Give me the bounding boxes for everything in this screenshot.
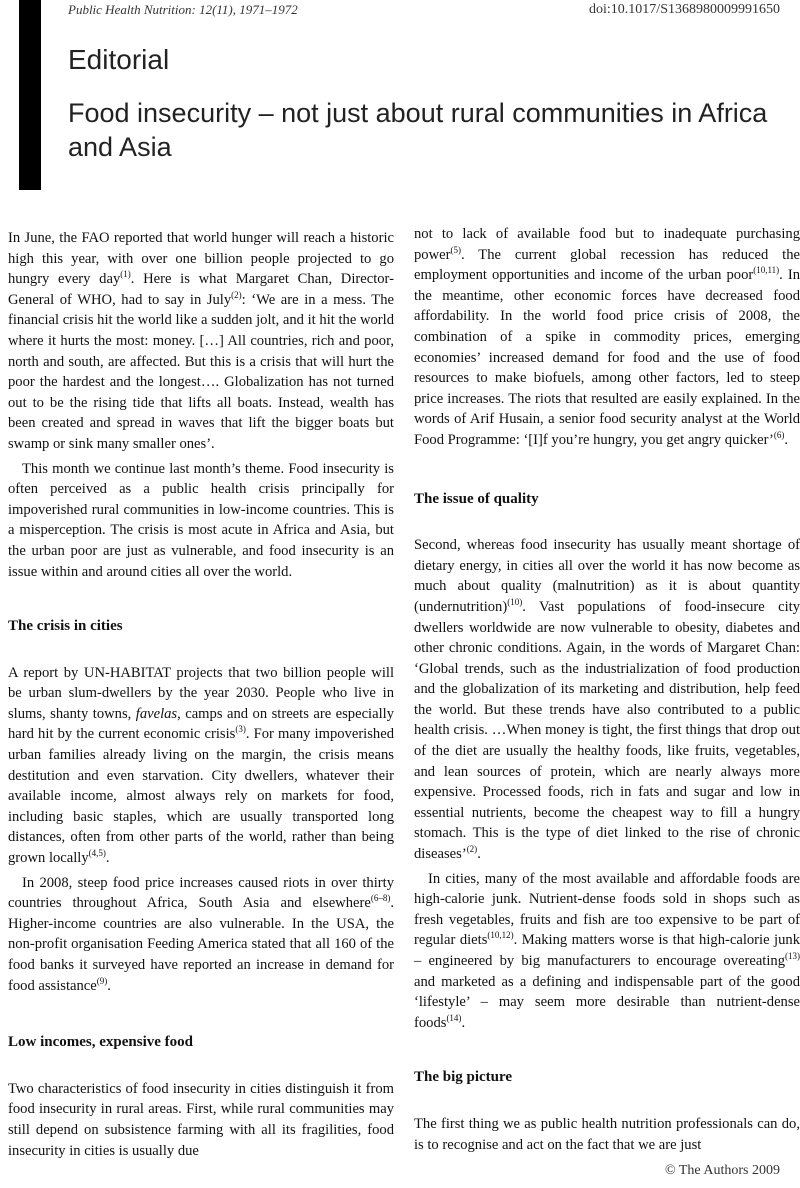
paragraph: A report by UN-HABITAT projects that two billion people will be urban slum-dwellers by the year 2030. People who live in slums, shanty towns, favelas, camps and on streets are especially hard hit by the current economic crisis$^{(3)}$. For many impoverished urban families already living on the margin, the crisis means destitution and even starvation. City dwellers, whatever their available income, almost always rely on markets for food, including basic staples, which are usually transported long distances, often from other parts of the world, rather than being grown locally$^{(4,5)}$. xyxy=(8,664,394,867)
copyright: © The Authors 2009 xyxy=(665,1163,780,1178)
journal-citation: Public Health Nutrition: 12(11), 1971–1972 xyxy=(68,2,298,17)
doi: doi:10.1017/S1368980009991650 xyxy=(589,2,780,17)
section-heading: The crisis in cities xyxy=(8,618,123,635)
paragraph: not to lack of available food but to inadequate purchasing power$^{(5)}$. The current global recession has reduced the employment opportunities and income of the urban poor$^{(10,11)}$. In the meantime, other economic forces have decreased food affordability. In the world food price crisis of 2008, the combination of a spike in commodity prices, emerging economies’ increased demand for food and the use of food resources to make biofuels, among other factors, led to steep price increases. The riots that resulted are easily explained. In the words of Arif Husain, a senior food security analyst at the World Food Programme: ‘[I]f you’re hungry, you get angry quicker’$^{(6)}$. xyxy=(414,226,800,448)
paragraph: Second, whereas food insecurity has usually meant shortage of dietary energy, in cities all over the world it has now become as much about quality (malnutrition) as it is about quantity (undernutrition)$^{(10)}$. Vast populations of food-insecure city dwellers worldwide are now vulnerable to obesity, diabetes and other chronic conditions. Again, in the words of Margaret Chan: ‘Global trends, such as the industrialization of food production and the globalization of its marketing and distribution, help feed the world. But these trends have also contributed to a public health crisis. …When money is tight, the first things that drop out of the diet are usually the healthy foods, like fruits, vegetables, and lean sources of protein, which are nearly always more expensive. Processed foods, rich in fats and sugar and low in essential nutrients, become the cheapest way to fill a hungry stomach. This is the type of diet linked to the rise of chronic diseases’$^{(2)}$. xyxy=(414,537,800,863)
paragraph: Two characteristics of food insecurity in cities distinguish it from food insecurity in rural areas. First, while rural communities may still depend on subsistence farming with all its fragilities, food insecurity in cities is usually due xyxy=(8,1080,394,1159)
paragraph: In June, the FAO reported that world hunger will reach a historic high this year, with over one billion people projected to go hungry every day$^{(1)}$. Here is what Margaret Chan, Director-General of WHO, had to say in July$^{(2)}$: ‘We are in a mess. The financial crisis hit the world like a sudden jolt, and it hit the world where it hurts the most: money. […] All countries, rich and poor, north and south, are affected. But this is a crisis that will hurt the poor the hardest and the longest…. Globalization has not turned out to be the rising tide that lifts all boats. Instead, wealth has been created and spread in waves that lift the bigger boats but swamp or sink many smaller ones’. xyxy=(8,230,395,452)
section-heading: The issue of quality xyxy=(414,490,539,507)
section-heading: The big picture xyxy=(414,1069,513,1086)
paragraph: In 2008, steep food price increases caused riots in over thirty countries throughout Africa, South Asia and elsewhere$^{(6-8)}$. Higher-income countries are also vulnerable. In the USA, the non-profit organisation Feeding America stated that all 160 of the food banks it surveyed have reported an increase in demand for food assistance$^{(9)}$. xyxy=(8,874,394,994)
article-title: Food insecurity – not just about rural communities in Africa and Asia xyxy=(68,98,768,162)
paragraph: The first thing we as public health nutrition professionals can do, is to recognise and act on the fact that we are just xyxy=(414,1115,800,1153)
left-column xyxy=(8,228,394,1161)
editorial-bar xyxy=(19,0,41,190)
paragraph: This month we continue last month’s theme. Food insecurity is often perceived as a public health crisis principally for impoverished rural communities in low-income countries. This is a misperception. The crisis is most acute in Africa and Asia, but the urban poor are just as vulnerable, and food insecurity is an issue within and around cities all over the world. xyxy=(8,460,394,580)
section-heading: Low incomes, expensive food xyxy=(8,1034,193,1051)
paragraph: In cities, many of the most available and affordable foods are high-calorie junk. Nutrient-dense foods sold in shops such as fresh vegetables, fruits and fish are too expensive to be part of regular diets$^{(10,12)}$. Making matters worse is that high-calorie junk – engineered by big manufacturers to encourage overeating$^{(13)}$ and marketed as a defining and indispensable part of the good ‘lifestyle’ – may seem more desirable than nutrient-dense foods$^{(14)}$. xyxy=(414,870,800,1031)
section-label: Editorial xyxy=(68,44,170,75)
right-column xyxy=(414,224,800,1155)
